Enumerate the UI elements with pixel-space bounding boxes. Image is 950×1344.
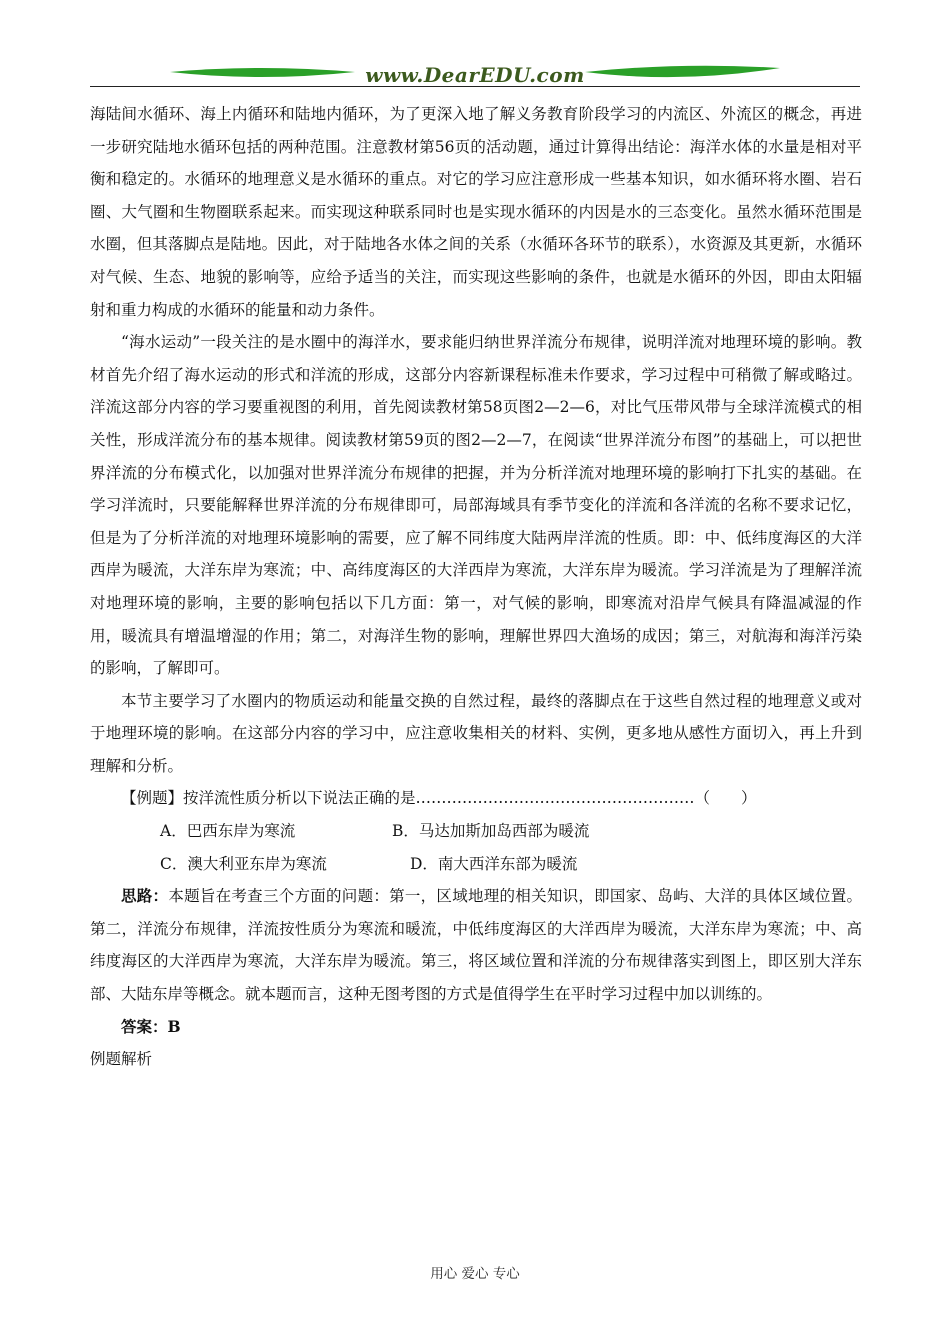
paragraph-water-cycle: 海陆间水循环、海上内循环和陆地内循环，为了更深入地了解义务教育阶段学习的内流区、外流区的概念，再进一步研究陆地水循环包括的两种范围。注意教材第56页的活动题，通过计算得出结论：海洋水体的水量是相对平衡和稳定的。水循环的地理意义是水循环的重点。对它的学习应注意形成一些基本知识，如水循环将水圈、岩石圈、大气圈和生物圈联系起来。而实现这种联系同时也是实现水循环的内因是水的三态变化。虽然水循环范围是水圈，但其落脚点是陆地。因此，对于陆地各水体之间的关系（水循环各环节的联系），水资源及其更新，水循环对气候、生态、地貌的影响等，应给予适当的关注，而实现这些影响的条件，也就是水循环的外因，即由太阳辐射和重力构成的水循环的能量和动力条件。 [90,105,862,319]
section-heading: 例题解析 [90,1050,153,1069]
header-rule [90,86,860,87]
analysis-label: 思路： [121,886,169,906]
option-a: A．巴西东岸为寒流 [160,822,296,841]
paragraph-summary: 本节主要学习了水圈内的物质运动和能量交换的自然过程，最终的落脚点在于这些自然过程的地理意义或对于地理环境的影响。在这部分内容的学习中，应注意收集相关的材料、实例，更多地从感性方面切入，再上升到理解和分析。 [90,691,862,775]
option-c: C．澳大利亚东岸为寒流 [160,854,327,873]
analysis-text: 本题旨在考查三个方面的问题：第一，区域地理的相关知识，即国家、岛屿、大洋的具体区域位置。第二，洋流分布规律，洋流按性质分为寒流和暖流，中低纬度海区的大洋西岸为暖流，大洋东岸为寒流；中、高纬度海区的大洋西岸为寒流，大洋东岸为暖流。第三，将区域位置和洋流的分布规律落实到图上，即区别大洋东部、大陆东岸等概念。就本题而言，这种无图考图的方式是值得学生在平时学习过程中加以训练的。 [90,887,862,1004]
option-d: D．南大西洋东部为暖流 [410,854,578,873]
page-footer: 用心 爱心 专心 [430,1266,520,1282]
site-logo: www.DearEDU.com [365,63,585,87]
analysis-paragraph [90,880,862,1010]
answer-line: 答案：B [121,1016,181,1036]
paragraph-ocean-currents: “海水运动”一段关注的是水圈中的海洋水，要求能归纳世界洋流分布规律，说明洋流对地理环境的影响。教材首先介绍了海水运动的形式和洋流的形成，这部分内容新课程标准未作要求，学习过程中可稍微了解或略过。洋流这部分内容的学习要重视图的利用，首先阅读教材第58页图2—2—6，对比气压带风带与全球洋流模式的相关性，形成洋流分布的基本规律。阅读教材第59页的图2—2—7，在阅读“世界洋流分布图”的基础上，可以把世界洋流的分布模式化，以加强对世界洋流分布规律的把握，并为分析洋流对地理环境的影响打下扎实的基础。在学习洋流时，只要能解释世界洋流的分布规律即可，局部海域具有季节变化的洋流和各洋流的名称不要求记忆，但是为了分析洋流的对地理环境影响的需要，应了解不同纬度大陆两岸洋流的性质。即：中、低纬度海区的大洋西岸为暖流，大洋东岸为寒流；中、高纬度海区的大洋西岸为寒流，大洋东岸为暖流。学习洋流是为了理解洋流对地理环境的影响，主要的影响包括以下几方面：第一，对气候的影响，即寒流对沿岸气候具有降温减湿的作用，暖流具有增温增湿的作用；第二，对海洋生物的影响，理解世界四大渔场的成因；第三，对航海和海洋污染的影响，了解即可。 [90,333,862,678]
question-stem: 【例题】按洋流性质分析以下说法正确的是………………………………………………（ ） [121,789,757,808]
options-row-1 [90,815,862,848]
options-row-2 [90,848,862,881]
document-body [90,98,862,1076]
option-b: B．马达加斯加岛西部为暖流 [392,822,590,841]
